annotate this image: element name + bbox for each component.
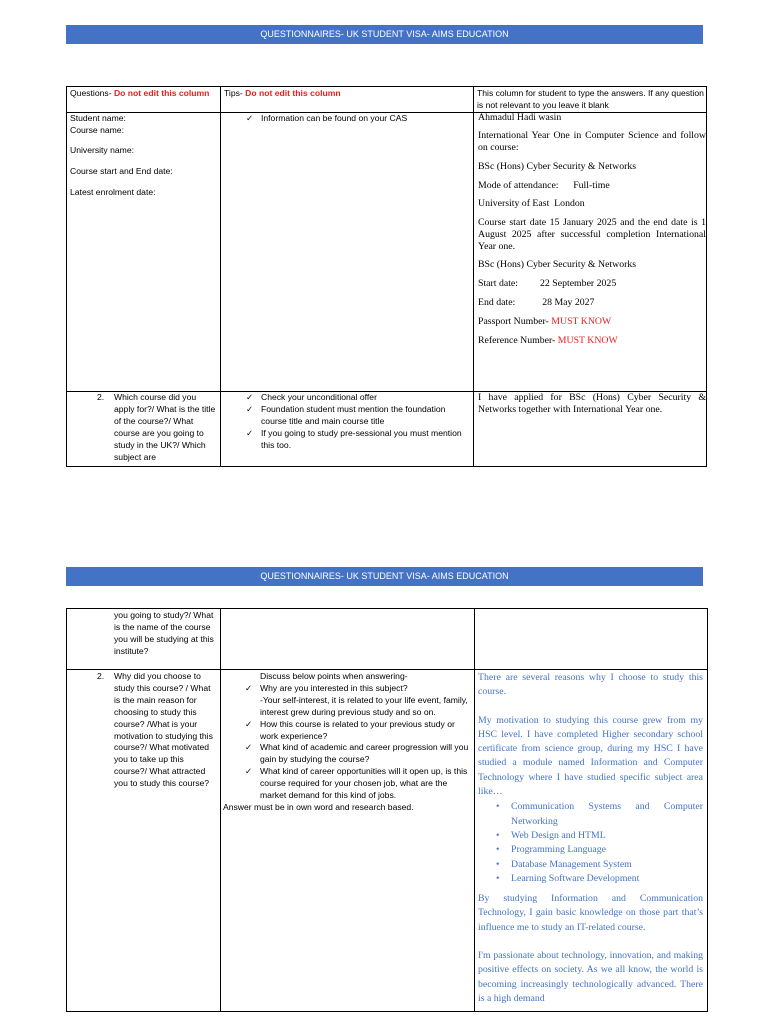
answer-course-applied[interactable]: I have applied for BSc (Hons) Cyber Security & Networks together with International Year one. [478,392,706,416]
checkmark-icon: ✓ [246,403,254,414]
checkmark-icon: ✓ [246,392,254,402]
tips-why-course: Discuss below points when answering- ✓ Why are you interested in this subject? -Your self-interest, it is related to your life event, family, interest grew during previous study and so on. ✓ How this course is related to your previous study or work experience? ✓ What kind of academic and career progression will you gain by studying the course? ✓ What kind of career opportunities will it open up, is this course required for your chosen job, what are the market demand for this kind of jobs. Answer must be in own word and research based. [223,671,469,812]
header-answers: This column for student to type the answers. If any question is not relevant to you leave it blank [477,88,704,110]
bullet-icon: • [496,829,500,841]
question-course-applied: 2. Which course did you apply for?/ What is the title of the course?/ What course are you going to study in the UK?/ Which subject are [97,392,216,462]
header-tips: Tips- Do not edit this column [224,88,341,98]
bullet-icon: • [496,872,500,884]
checkmark-icon: ✓ [246,113,254,123]
question-course-applied-cont: you going to study?/ What is the name of the course you will be studying at this institute? [114,610,214,656]
checkmark-icon: ✓ [245,718,253,729]
page-banner: QUESTIONNAIRES- UK STUDENT VISA- AIMS EDUCATION [66,25,703,44]
questionnaire-table: Questions- Do not edit this column Tips- Do not edit this column This column for student to type the answers. If any question is not relevant to you leave it blank Student name: Course name: University name: Course start and End date: Latest enrolment date: ✓ Information can be found on your CAS Ahmadul Hadi wasin International Year One in Computer Science and follow on course: BSc (Hons) Cyber Security & Networks Mode of attendance: Full-time University of East London Course start date 15 January 2025 and the end date is 1 August 2025 after successful completion International Year one. BSc (Hons) Cyber Security & Networks Start date: 22 September 2025 End date: 28 May 2027 Passport Number- MUST KNOW Reference Number- MUST KNOW 2. Which course did you apply for?/ What is the title of the course?/ What course are you going to study in the UK?/ Which subject are ✓ Check your unconditional offer ✓ Foundation student must mention the foundation course title and main course title ✓ If you going to study pre-sessional you must mention this too. I have applied for BSc (Hons) Cyber Security & Networks together with International Year one. [66,86,707,467]
bullet-icon: • [496,858,500,870]
answer-why-course[interactable]: There are several reasons why I choose to study this course. My motivation to studying this course grew from my HSC level. I have completed Higher secondary school certificate from science group, during my HSC I have studied a module named Information and Computer Technology where I have studied specific subject area like… • Communication Systems and Computer Networking • Web Design and HTML • Programming Language • Database Management System • Learning Software Development By studying Information and Communication Technology, I gain basic knowledge on those part that’s influence me to study an IT-related course. I'm passionate about technology, innovation, and making positive effects on society. As we all know, the world is becoming increasingly technologically advanced. There is a high demand [478,672,703,1004]
checkmark-icon: ✓ [246,427,254,438]
page-banner: QUESTIONNAIRES- UK STUDENT VISA- AIMS EDUCATION [66,567,703,586]
question-why-course: 2. Why did you choose to study this course? / What is the main reason for choosing to study this course? /What is your motivation to studying this course?/ What motivated you to take up this course?/ What attracted you to study this course? [97,671,213,789]
tip-cas: ✓ Information can be found on your CAS [246,113,408,123]
checkmark-icon: ✓ [245,742,253,753]
bullet-icon: • [496,844,500,856]
bullet-icon: • [496,801,500,813]
reference-number: Reference Number- MUST KNOW [478,335,618,346]
checkmark-icon: ✓ [245,682,253,693]
checkmark-icon: ✓ [245,766,253,777]
questionnaire-table-continued [66,608,708,1012]
header-questions: Questions- Do not edit this column [70,88,210,98]
passport-number: Passport Number- MUST KNOW [478,316,612,327]
tips-course-applied: ✓ Check your unconditional offer ✓ Foundation student must mention the foundation course title and main course title ✓ If you going to study pre-sessional you must mention this too. [246,392,462,450]
